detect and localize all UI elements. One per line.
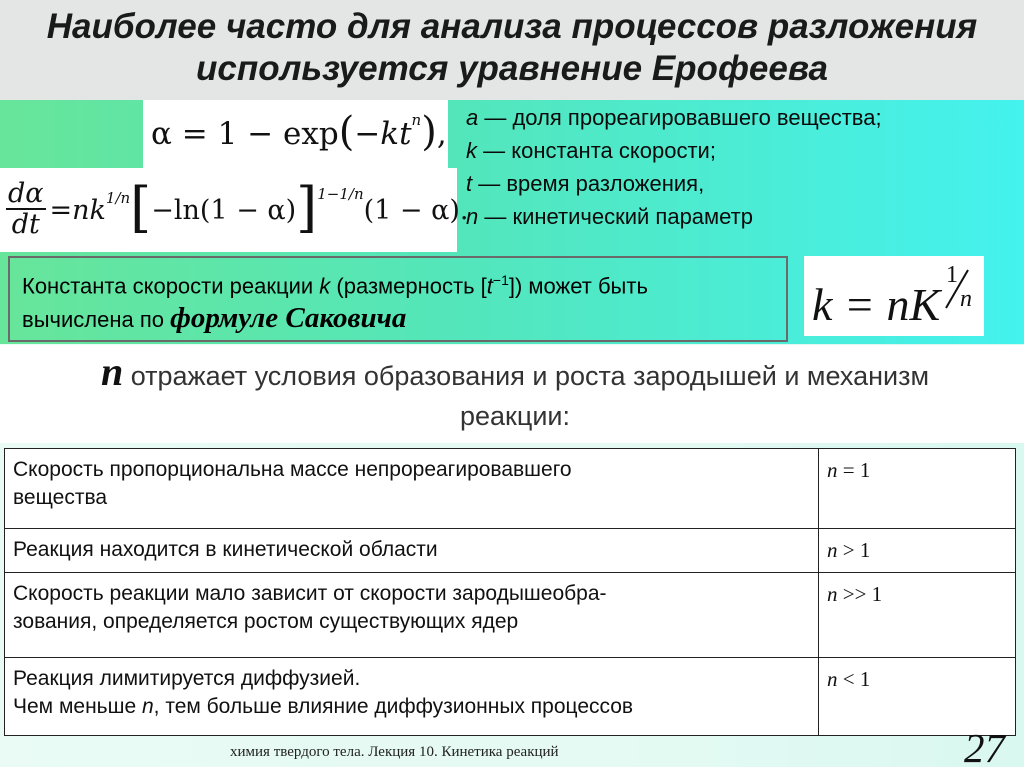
legend-item: n — кинетический параметр — [466, 204, 753, 229]
legend-item: a — доля прореагировавшего вещества; — [466, 105, 882, 130]
footer-caption: химия твердого тела. Лекция 10. Кинетика реакций — [230, 744, 559, 760]
condition-cell: Скорость пропорциональна массе непрореагировавшего вещества — [5, 449, 819, 529]
page-number: 27 — [964, 725, 1005, 767]
table-row — [5, 449, 1016, 529]
sakovich-formula: k = nK 1 n — [804, 256, 984, 336]
title-line-1: Наиболее часто для анализа процессов разложения — [46, 7, 978, 46]
table-row — [5, 529, 1016, 573]
title-line-2: используется уравнение Ерофеева — [196, 49, 828, 88]
condition-cell: Реакция находится в кинетической области — [5, 529, 819, 573]
legend-item: k — константа скорости; — [466, 138, 716, 163]
n-value-cell: n < 1 — [819, 658, 1016, 736]
slide-title — [0, 6, 1024, 90]
n-value-cell: n >> 1 — [819, 573, 1016, 658]
legend-item: t — время разложения, — [466, 171, 705, 196]
n-value-cell: n > 1 — [819, 529, 1016, 573]
table-row — [5, 573, 1016, 658]
sakovich-line-2: вычислена по формуле Саковича — [22, 302, 407, 335]
erofeev-differential-formula: $\frac{d\alpha}{dt}$ = nk 1/n [ −ln(1 − α) ] 1−1/n (1 − α). — [0, 168, 457, 252]
condition-cell: Реакция лимитируется диффузией. Чем меньше n, тем больше влияние диффузионных процессов — [5, 658, 819, 736]
erofeev-integral-formula: α = 1 − exp ( −kt n ) , — [143, 100, 448, 168]
sakovich-note-box — [8, 256, 788, 342]
sakovich-line-1: Константа скорости реакции k (размерность $[t^{-1}]$) может быть — [22, 272, 648, 299]
condition-cell: Скорость реакции мало зависит от скорости зародышеобра- зования, определяется ростом существующих ядер — [5, 573, 819, 658]
sakovich-formula-emphasis: формуле Саковича — [170, 302, 407, 335]
n-letter: n — [100, 349, 124, 394]
n-statement: n отражает условия образования и роста зародышей и механизм реакции: — [100, 349, 930, 431]
variable-legend — [466, 101, 996, 233]
n-value-cell: n = 1 — [819, 449, 1016, 529]
table-row — [5, 658, 1016, 736]
conditions-table — [4, 448, 1016, 736]
